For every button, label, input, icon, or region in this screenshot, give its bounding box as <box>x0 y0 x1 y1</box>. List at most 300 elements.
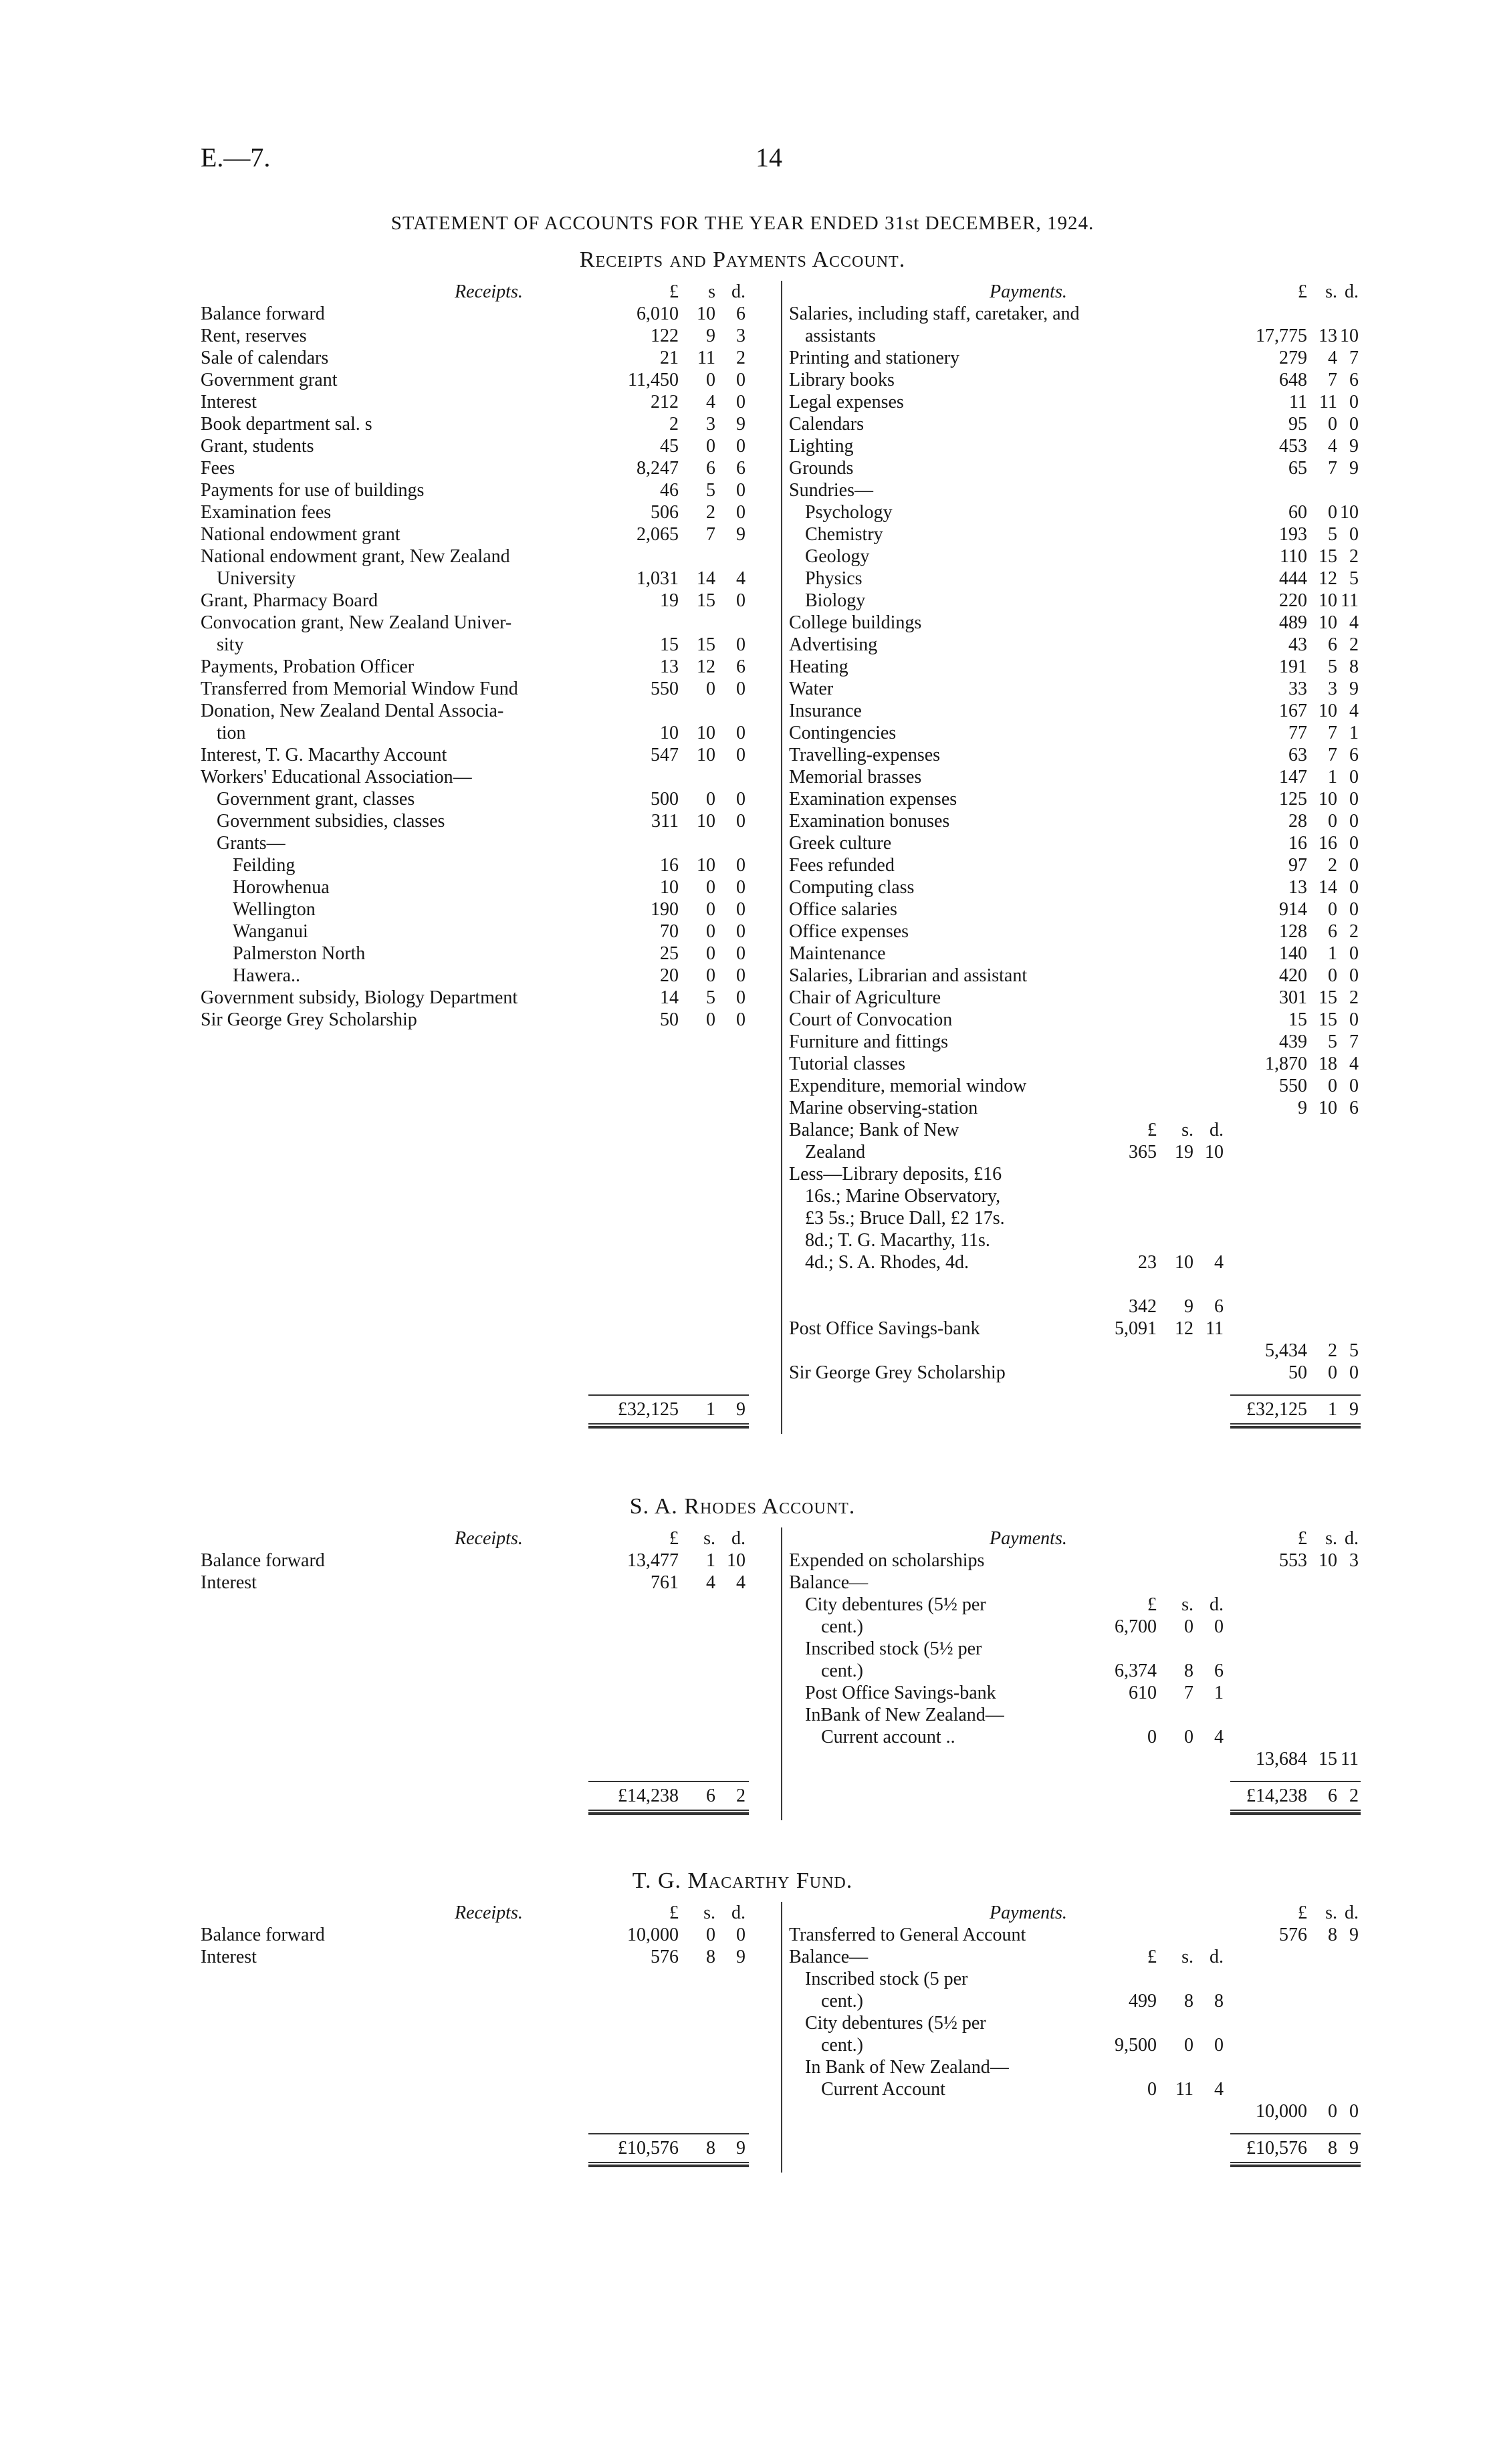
payment-shillings: 7 <box>1328 458 1337 479</box>
payment-row <box>789 810 1357 832</box>
payment-row <box>789 1924 1357 1946</box>
payment-row <box>789 656 1357 678</box>
receipts-header <box>201 1527 776 1550</box>
receipts-total-pounds: £32,125 <box>618 1399 679 1420</box>
payment-pence: 0 <box>1349 855 1359 876</box>
payment-row <box>789 634 1357 656</box>
payment-sub-pence: 11 <box>1206 1318 1224 1339</box>
payment-pence: 11 <box>1341 1749 1359 1769</box>
payments-total-pence: 2 <box>1349 1785 1359 1806</box>
payment-row <box>789 2034 1357 2056</box>
payment-row <box>789 678 1357 700</box>
receipts-column <box>201 1902 776 2159</box>
receipt-shillings: 2 <box>706 502 715 523</box>
receipt-label: Examination fees <box>201 502 332 523</box>
payment-pounds: 60 <box>1288 502 1307 523</box>
receipt-label: Wellington <box>233 899 316 920</box>
payment-pounds: 1,870 <box>1265 1054 1307 1074</box>
payment-shillings: 7 <box>1328 370 1337 390</box>
receipts-total-pounds: £10,576 <box>618 2138 679 2159</box>
receipt-row <box>201 435 776 457</box>
payment-row <box>789 1207 1357 1229</box>
payment-pence: 6 <box>1349 1098 1359 1118</box>
payment-shillings: 5 <box>1328 1031 1337 1052</box>
payment-label: Heating <box>789 656 848 677</box>
payment-pounds: 453 <box>1279 436 1307 457</box>
payments-total-row <box>789 2137 1357 2159</box>
payment-pounds: 550 <box>1279 1076 1307 1096</box>
payment-shillings: 1 <box>1328 767 1337 787</box>
receipt-label: Interest <box>201 392 257 412</box>
payment-row <box>789 391 1357 413</box>
payment-pounds: 77 <box>1288 723 1307 743</box>
payment-shillings: 16 <box>1319 833 1337 854</box>
receipt-row <box>201 391 776 413</box>
receipt-row <box>201 744 776 766</box>
receipt-pence: 3 <box>736 326 746 346</box>
payment-sub-pounds: 610 <box>1129 1683 1157 1703</box>
payments-column <box>789 281 1359 1420</box>
payment-shillings: 13 <box>1319 326 1337 346</box>
payment-sub-shillings: s. <box>1181 1594 1193 1615</box>
payment-shillings: 6 <box>1328 634 1337 655</box>
column-divider <box>781 1902 782 2173</box>
receipt-label: Interest <box>201 1572 257 1593</box>
payment-row <box>789 788 1357 810</box>
payment-row <box>789 832 1357 854</box>
receipt-row <box>201 832 776 854</box>
payment-sub-pounds: 365 <box>1129 1142 1157 1162</box>
payment-row <box>789 303 1357 325</box>
payment-sub-pence: d. <box>1210 1947 1224 1967</box>
payment-sub-pounds: 23 <box>1138 1252 1157 1273</box>
receipts-total-row <box>201 2137 776 2159</box>
payment-row <box>789 1968 1357 1990</box>
payment-pence: 9 <box>1349 1925 1359 1945</box>
payments-heading: Payments. <box>990 281 1067 302</box>
payment-row <box>789 2056 1357 2078</box>
payment-pounds: 439 <box>1279 1031 1307 1052</box>
receipt-pence: 4 <box>736 1572 746 1593</box>
payment-row <box>789 2100 1357 2122</box>
payment-label: Salaries, Librarian and assistant <box>789 965 1028 986</box>
payment-pounds: 220 <box>1279 590 1307 611</box>
payment-label: assistants <box>805 326 876 346</box>
payment-shillings: 0 <box>1328 899 1337 920</box>
receipts-total-row <box>201 1398 776 1421</box>
payments-total-shillings: 1 <box>1328 1399 1337 1420</box>
receipt-row <box>201 1924 776 1946</box>
payment-sub-shillings: s. <box>1181 1120 1193 1140</box>
receipt-label: Rent, reserves <box>201 326 307 346</box>
payment-pence: 10 <box>1340 502 1359 523</box>
payment-pence: 9 <box>1349 679 1359 699</box>
payment-pence: 8 <box>1349 656 1359 677</box>
col-shilling-header: s. <box>1325 281 1337 302</box>
col-shilling-header: s. <box>1325 1528 1337 1549</box>
payment-sub-pounds: 6,700 <box>1115 1616 1157 1637</box>
receipt-label: National endowment grant, New Zealand <box>201 546 510 567</box>
receipt-row <box>201 700 776 722</box>
receipts-total-double-rule <box>588 1423 749 1429</box>
receipt-pounds: 46 <box>660 480 679 501</box>
receipt-label: Interest <box>201 1947 257 1967</box>
receipt-shillings: 7 <box>706 524 715 545</box>
receipts-heading: Receipts. <box>455 281 523 302</box>
receipt-label: Palmerston North <box>233 943 366 964</box>
receipt-row <box>201 568 776 590</box>
receipt-row <box>201 810 776 832</box>
payment-label: Legal expenses <box>789 392 904 412</box>
receipt-shillings: 14 <box>697 568 715 589</box>
receipt-pence: 0 <box>736 987 746 1008</box>
payment-pence: 0 <box>1349 965 1359 986</box>
payment-sub-pence: 4 <box>1214 1727 1224 1747</box>
receipt-pounds: 6,010 <box>637 303 679 324</box>
payment-pounds: 147 <box>1279 767 1307 787</box>
receipt-pounds: 10 <box>660 723 679 743</box>
receipt-pence: 0 <box>736 965 746 986</box>
payment-sub-pounds: 9,500 <box>1115 2035 1157 2056</box>
receipts-total-double-rule <box>588 1810 749 1815</box>
receipt-shillings: 8 <box>706 1947 715 1967</box>
receipt-pounds: 190 <box>651 899 679 920</box>
payment-shillings: 10 <box>1319 701 1337 721</box>
receipts-total-shillings: 1 <box>706 1399 715 1420</box>
payment-shillings: 0 <box>1328 965 1337 986</box>
receipts-total-shillings: 6 <box>706 1785 715 1806</box>
payments-total-pounds: £32,125 <box>1246 1399 1307 1420</box>
payment-label: Office expenses <box>789 921 909 942</box>
receipt-pounds: 550 <box>651 679 679 699</box>
payment-shillings: 7 <box>1328 745 1337 765</box>
payment-row <box>789 854 1357 876</box>
payments-total-double-rule <box>1230 2162 1361 2167</box>
payment-pence: 2 <box>1349 546 1359 567</box>
payment-shillings: 0 <box>1328 2101 1337 2122</box>
receipts-total-row <box>201 1785 776 1807</box>
receipt-pounds: 576 <box>651 1947 679 1967</box>
payment-sub-pence: 1 <box>1214 1683 1224 1703</box>
receipt-label: Sir George Grey Scholarship <box>201 1009 417 1030</box>
receipt-pence: 0 <box>736 590 746 611</box>
receipt-pounds: 8,247 <box>637 458 679 479</box>
receipt-pounds: 14 <box>660 987 679 1008</box>
receipt-row <box>201 501 776 523</box>
receipt-pence: 0 <box>736 789 746 810</box>
payment-shillings: 0 <box>1328 414 1337 435</box>
payment-shillings: 15 <box>1319 987 1337 1008</box>
account-title-receipts-payments: Receipts and Payments Account. <box>579 247 906 272</box>
receipt-shillings: 5 <box>706 987 715 1008</box>
payment-row <box>789 1572 1357 1594</box>
payment-pounds: 50 <box>1288 1362 1307 1383</box>
payment-row <box>789 479 1357 501</box>
payments-total-double-rule <box>1230 1810 1361 1815</box>
account-title-rhodes: S. A. Rhodes Account. <box>629 1494 856 1519</box>
payment-pence: 9 <box>1349 436 1359 457</box>
payment-pounds: 191 <box>1279 656 1307 677</box>
receipt-pounds: 2,065 <box>637 524 679 545</box>
receipts-total-pence: 2 <box>736 1785 746 1806</box>
payment-shillings: 10 <box>1319 1098 1337 1118</box>
payment-label: cent.) <box>821 1991 863 2011</box>
receipt-label: National endowment grant <box>201 524 401 545</box>
payment-sub-pence: d. <box>1210 1594 1224 1615</box>
payment-shillings: 10 <box>1319 590 1337 611</box>
payment-label: cent.) <box>821 1616 863 1637</box>
payment-label: Water <box>789 679 834 699</box>
payment-label: College buildings <box>789 612 922 633</box>
payment-label: Calendars <box>789 414 864 435</box>
receipt-pence: 4 <box>736 568 746 589</box>
receipts-heading: Receipts. <box>455 1902 523 1923</box>
receipt-pence: 0 <box>736 855 746 876</box>
payment-row <box>789 590 1357 612</box>
payment-label: Geology <box>805 546 870 567</box>
payment-row <box>789 1251 1357 1273</box>
payment-shillings: 10 <box>1319 789 1337 810</box>
payment-row <box>789 1594 1357 1616</box>
receipt-row <box>201 1009 776 1031</box>
payment-row <box>789 1031 1357 1053</box>
payment-label: Chemistry <box>805 524 883 545</box>
receipt-pounds: 506 <box>651 502 679 523</box>
payment-label: Salaries, including staff, caretaker, and <box>789 303 1080 324</box>
payment-sub-shillings: 11 <box>1175 2079 1193 2100</box>
payment-row <box>789 369 1357 391</box>
receipt-pounds: 547 <box>651 745 679 765</box>
payment-pounds: 128 <box>1279 921 1307 942</box>
payment-row <box>789 413 1357 435</box>
payment-pounds: 17,775 <box>1256 326 1307 346</box>
payment-label: Current Account <box>821 2079 945 2100</box>
payment-shillings: 4 <box>1328 436 1337 457</box>
receipt-row <box>201 1550 776 1572</box>
payment-pounds: 5,434 <box>1265 1340 1307 1361</box>
payment-row <box>789 1362 1357 1384</box>
payment-shillings: 0 <box>1328 1362 1337 1383</box>
payment-shillings: 11 <box>1319 392 1337 412</box>
receipt-shillings: 10 <box>697 303 715 324</box>
receipt-row <box>201 965 776 987</box>
receipt-shillings: 0 <box>706 921 715 942</box>
col-pence-header: d. <box>1345 281 1359 302</box>
statement-title: STATEMENT OF ACCOUNTS FOR THE YEAR ENDED 31st DECEMBER, 1924. <box>390 213 1095 234</box>
payment-shillings: 0 <box>1328 1076 1337 1096</box>
payment-row <box>789 700 1357 722</box>
receipts-column <box>201 1527 776 1806</box>
payment-shillings: 10 <box>1319 612 1337 633</box>
payment-pence: 7 <box>1349 348 1359 368</box>
col-pence-header: d. <box>1345 1902 1359 1923</box>
payment-pence: 2 <box>1349 987 1359 1008</box>
receipt-row <box>201 347 776 369</box>
receipt-pence: 0 <box>736 1009 746 1030</box>
receipt-row <box>201 854 776 876</box>
col-shilling-header: s <box>708 281 715 302</box>
payment-sub-pounds: 5,091 <box>1115 1318 1157 1339</box>
receipt-label: Balance forward <box>201 1550 325 1571</box>
payment-pounds: 301 <box>1279 987 1307 1008</box>
payment-label: Court of Convocation <box>789 1009 953 1030</box>
payments-column <box>789 1527 1359 1806</box>
payment-sub-shillings: 0 <box>1184 1616 1193 1637</box>
payment-label: Inscribed stock (5 per <box>805 1969 968 1989</box>
receipt-shillings: 3 <box>706 414 715 435</box>
receipt-pence: 6 <box>736 656 746 677</box>
receipt-pounds: 10,000 <box>627 1925 679 1945</box>
col-pound-header: £ <box>1298 1528 1307 1549</box>
payment-row <box>789 1296 1357 1318</box>
payment-label: Tutorial classes <box>789 1054 905 1074</box>
payments-total-row <box>789 1785 1357 1807</box>
receipt-label: Fees <box>201 458 235 479</box>
receipt-row <box>201 457 776 479</box>
receipt-pence: 0 <box>736 634 746 655</box>
receipt-shillings: 0 <box>706 370 715 390</box>
receipts-total-rule <box>588 1394 749 1396</box>
payment-row <box>789 1318 1357 1340</box>
receipt-shillings: 0 <box>706 899 715 920</box>
payment-pounds: 97 <box>1288 855 1307 876</box>
receipt-pence: 0 <box>736 899 746 920</box>
receipt-label: Feilding <box>233 855 296 876</box>
receipt-row <box>201 943 776 965</box>
payment-pence: 0 <box>1349 1362 1359 1383</box>
payments-header <box>789 281 1357 303</box>
payment-sub-pence: 6 <box>1214 1660 1224 1681</box>
receipt-shillings: 4 <box>706 1572 715 1593</box>
receipt-label: Government grant, classes <box>217 789 415 810</box>
payment-row <box>789 1097 1357 1119</box>
payment-pounds: 193 <box>1279 524 1307 545</box>
payment-row <box>789 1550 1357 1572</box>
col-shilling-header: s. <box>1325 1902 1337 1923</box>
receipt-row <box>201 876 776 898</box>
payment-pence: 0 <box>1349 1009 1359 1030</box>
payment-shillings: 15 <box>1319 1749 1337 1769</box>
payment-pounds: 140 <box>1279 943 1307 964</box>
receipt-pence: 6 <box>736 458 746 479</box>
payment-pence: 0 <box>1349 877 1359 898</box>
receipt-row <box>201 612 776 634</box>
receipt-pence: 0 <box>736 1925 746 1945</box>
account-title-macarthy: T. G. Macarthy Fund. <box>632 1868 853 1893</box>
payment-row <box>789 943 1357 965</box>
payments-total-pounds: £14,238 <box>1246 1785 1307 1806</box>
payment-row <box>789 1340 1357 1362</box>
receipt-row <box>201 545 776 568</box>
payment-pounds: 16 <box>1288 833 1307 854</box>
receipt-label: Grant, Pharmacy Board <box>201 590 378 611</box>
payment-label: Insurance <box>789 701 862 721</box>
receipt-row <box>201 303 776 325</box>
receipt-row <box>201 590 776 612</box>
payment-label: Library books <box>789 370 895 390</box>
receipt-pounds: 13,477 <box>627 1550 679 1571</box>
payment-pence: 4 <box>1349 1054 1359 1074</box>
payment-pounds: 11 <box>1289 392 1307 412</box>
payment-pence: 0 <box>1349 899 1359 920</box>
payments-column <box>789 1902 1359 2159</box>
receipt-shillings: 1 <box>706 1550 715 1571</box>
receipt-shillings: 0 <box>706 943 715 964</box>
payment-sub-shillings: 7 <box>1184 1683 1193 1703</box>
payment-shillings: 5 <box>1328 524 1337 545</box>
payment-row <box>789 568 1357 590</box>
payment-label: InBank of New Zealand— <box>805 1705 1004 1725</box>
payment-label: cent.) <box>821 2035 863 2056</box>
payment-sub-pence: 4 <box>1214 2079 1224 2100</box>
receipt-label: Government subsidy, Biology Department <box>201 987 518 1008</box>
payment-pence: 2 <box>1349 634 1359 655</box>
receipt-shillings: 5 <box>706 480 715 501</box>
payment-sub-shillings: 0 <box>1184 2035 1193 2056</box>
payment-shillings: 2 <box>1328 855 1337 876</box>
payment-sub-shillings: 8 <box>1184 1991 1193 2011</box>
receipt-shillings: 10 <box>697 723 715 743</box>
payments-total-rule <box>1230 1394 1361 1396</box>
receipt-pounds: 11,450 <box>628 370 679 390</box>
payment-row <box>789 898 1357 920</box>
payment-sub-pounds: £ <box>1147 1947 1157 1967</box>
receipt-pounds: 2 <box>669 414 679 435</box>
receipt-row <box>201 678 776 700</box>
receipt-pence: 6 <box>736 303 746 324</box>
receipt-pounds: 45 <box>660 436 679 457</box>
payment-row <box>789 920 1357 943</box>
payment-label: Post Office Savings-bank <box>805 1683 996 1703</box>
payment-row <box>789 501 1357 523</box>
payment-pounds: 33 <box>1288 679 1307 699</box>
payment-pounds: 279 <box>1279 348 1307 368</box>
receipt-row <box>201 369 776 391</box>
receipt-pence: 9 <box>736 524 746 545</box>
page-number: 14 <box>756 142 782 172</box>
payments-total-shillings: 8 <box>1328 2138 1337 2159</box>
payment-shillings: 6 <box>1328 921 1337 942</box>
payment-row <box>789 1075 1357 1097</box>
payment-label: Sundries— <box>789 480 873 501</box>
payment-row <box>789 1119 1357 1141</box>
receipt-shillings: 0 <box>706 877 715 898</box>
payment-label: Grounds <box>789 458 854 479</box>
payment-pence: 1 <box>1349 723 1359 743</box>
receipt-shillings: 11 <box>697 348 715 368</box>
receipt-label: Interest, T. G. Macarthy Account <box>201 745 447 765</box>
payment-pounds: 444 <box>1279 568 1307 589</box>
payment-pence: 0 <box>1349 811 1359 832</box>
payment-shillings: 2 <box>1328 1340 1337 1361</box>
payment-label: Chair of Agriculture <box>789 987 941 1008</box>
receipt-pounds: 1,031 <box>637 568 679 589</box>
payment-sub-shillings: 9 <box>1184 1296 1193 1317</box>
payment-label: City debentures (5½ per <box>805 2013 986 2034</box>
payment-sub-pounds: 342 <box>1129 1296 1157 1317</box>
payments-total-shillings: 6 <box>1328 1785 1337 1806</box>
payments-header <box>789 1902 1357 1924</box>
receipt-pounds: 25 <box>660 943 679 964</box>
payment-pence: 4 <box>1349 701 1359 721</box>
receipt-pence: 2 <box>736 348 746 368</box>
payment-label: Less—Library deposits, £16 <box>789 1164 1002 1185</box>
payment-pounds: 43 <box>1288 634 1307 655</box>
payment-row <box>789 325 1357 347</box>
receipt-row <box>201 987 776 1009</box>
payment-pence: 6 <box>1349 370 1359 390</box>
receipt-shillings: 12 <box>697 656 715 677</box>
